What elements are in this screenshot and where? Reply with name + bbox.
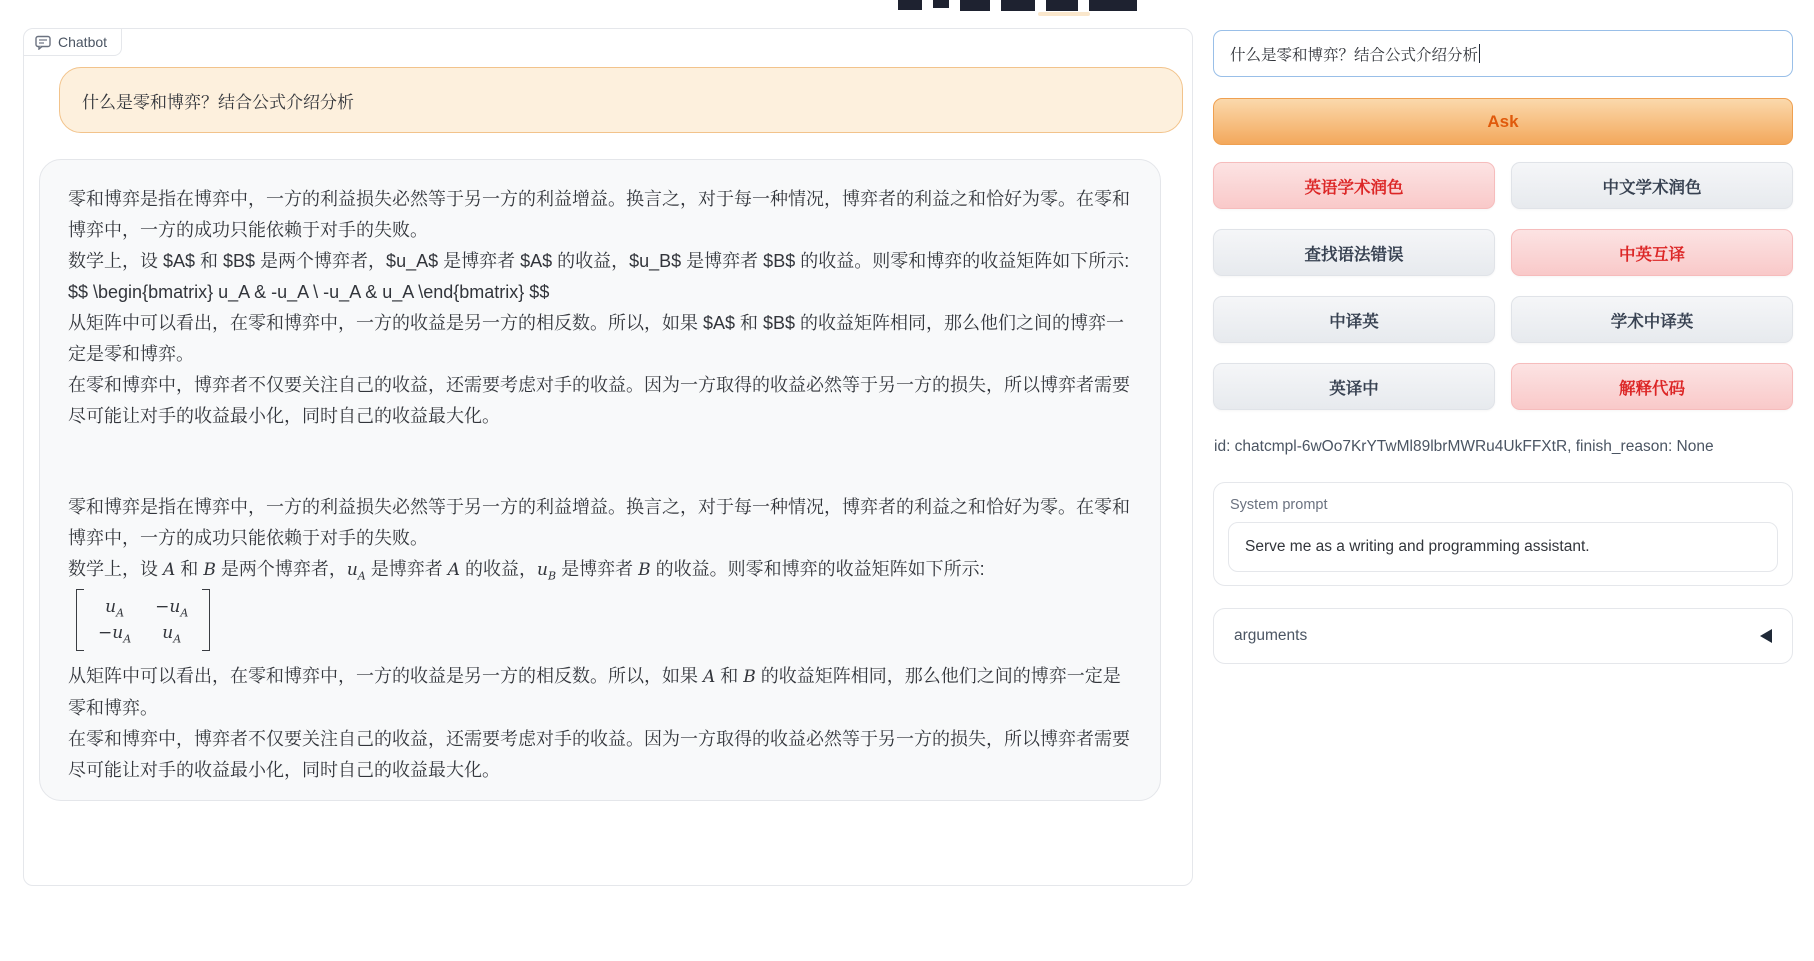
user-message-text: 什么是零和博弈？结合公式介绍分析 (82, 92, 354, 112)
title-glyph-fragment (1001, 0, 1035, 11)
section-gap (68, 432, 1132, 492)
inline-math: $u_B$ (537, 560, 557, 583)
arguments-accordion[interactable] (1213, 608, 1793, 664)
title-glyph-fragment (1046, 0, 1078, 11)
matrix-bracket (202, 589, 210, 651)
title-underline (1038, 12, 1090, 16)
message-paragraph: 数学上，设 $A$ 和 $B$ 是两个博弈者，$u_A$ 是博弈者 $A$ 的收益，$u_B$ 是博弈者 $B$ 的收益。则零和博弈的收益矩阵如下所示: (68, 251, 1130, 271)
inline-math: A (447, 560, 461, 580)
chat-bubble-icon (35, 35, 51, 50)
text-caret (1479, 44, 1480, 63)
bot-message-bubble (39, 159, 1161, 801)
inline-math: A (163, 560, 176, 580)
button-explain-code[interactable]: 解释代码 (1511, 363, 1793, 410)
button-academic-zh-to-en[interactable]: 学术中译英 (1511, 296, 1793, 343)
chatbot-panel (23, 28, 1193, 886)
inline-math: B (743, 667, 756, 687)
chatbot-label: Chatbot (58, 34, 108, 50)
message-paragraph: 数学上，设 A 和 B 是两个博弈者，$u_A$ 是博弈者 A 的收益，$u_B$ 是博弈者 B 的收益。则零和博弈的收益矩阵如下所示: (68, 559, 985, 583)
clipped-page-title (898, 0, 1158, 16)
inline-math: $u_A$ (346, 560, 366, 583)
message-paragraph: 从矩阵中可以看出，在零和博弈中，一方的收益是另一方的相反数。所以，如果 $A$ 和 $B$ 的收益矩阵相同，那么他们之间的博弈一定是零和博弈。 (68, 313, 1125, 364)
title-glyph-fragment (1089, 0, 1137, 11)
message-paragraph: $$ \begin{bmatrix} u_A & -u_A \ -u_A & u_A \end{bmatrix} $$ (68, 282, 550, 302)
prompt-input[interactable] (1213, 30, 1793, 77)
bot-message-raw-markdown (68, 184, 1132, 432)
prompt-input-value: 什么是零和博弈？结合公式介绍分析 (1230, 46, 1479, 64)
user-message-bubble (59, 67, 1183, 133)
title-glyph-fragment (933, 0, 949, 8)
matrix-bracket (76, 589, 84, 651)
message-paragraph: 在零和博弈中，博弈者不仅要关注自己的收益，还需要考虑对手的收益。因为一方取得的收益必然等于另一方的损失，所以博弈者需要尽可能让对手的收益最小化，同时自己的收益最大化。 (68, 375, 1130, 426)
system-prompt-value: Serve me as a writing and programming assistant. (1245, 538, 1590, 555)
chatbot-label-chip (24, 29, 122, 56)
inline-math: $-u_A$ (155, 597, 189, 620)
collapse-arrow-icon (1760, 629, 1772, 643)
button-find-grammar-errors[interactable]: 查找语法错误 (1213, 229, 1495, 276)
inline-math: A (703, 667, 716, 687)
button-en-to-zh[interactable]: 英译中 (1213, 363, 1495, 410)
message-paragraph: 从矩阵中可以看出，在零和博弈中，一方的收益是另一方的相反数。所以，如果 A 和 B 的收益矩阵相同，那么他们之间的博弈一定是零和博弈。 (68, 666, 1121, 718)
button-english-academic-polish[interactable]: 英语学术润色 (1213, 162, 1495, 209)
payoff-matrix (76, 589, 210, 651)
status-line: id: chatcmpl-6wOo7KrYTwMl89lbrMWRu4UkFFXtR, finish_reason: None (1214, 438, 1714, 455)
button-zh-en-mutual-translate[interactable]: 中英互译 (1511, 229, 1793, 276)
ask-button-label: Ask (1487, 111, 1519, 131)
message-paragraph: 在零和博弈中，博弈者不仅要关注自己的收益，还需要考虑对手的收益。因为一方取得的收益必然等于另一方的损失，所以博弈者需要尽可能让对手的收益最小化，同时自己的收益最大化。 (68, 729, 1130, 780)
accordion-label: arguments (1234, 627, 1308, 644)
button-zh-to-en[interactable]: 中译英 (1213, 296, 1495, 343)
message-paragraph: 零和博弈是指在博弈中，一方的利益损失必然等于另一方的利益增益。换言之，对于每一种情况，博弈者的利益之和恰好为零。在零和博弈中，一方的成功只能依赖于对手的失败。 (68, 189, 1130, 240)
button-chinese-academic-polish[interactable]: 中文学术润色 (1511, 162, 1793, 209)
system-prompt-label: System prompt (1230, 497, 1328, 513)
inline-math: $u_A$ (162, 623, 182, 646)
inline-math: $u_A$ (105, 597, 125, 620)
title-glyph-fragment (898, 0, 922, 10)
bot-message-rendered (68, 492, 1132, 786)
inline-math: $-u_A$ (98, 623, 132, 646)
inline-math: B (638, 560, 651, 580)
matrix-entries (84, 589, 202, 651)
title-glyph-fragment (960, 0, 990, 11)
ask-button[interactable] (1213, 98, 1793, 145)
message-paragraph: 零和博弈是指在博弈中，一方的利益损失必然等于另一方的利益增益。换言之，对于每一种情况，博弈者的利益之和恰好为零。在零和博弈中，一方的成功只能依赖于对手的失败。 (68, 497, 1130, 548)
function-button-grid (1213, 162, 1793, 410)
inline-math: B (203, 560, 216, 580)
system-prompt-group (1213, 482, 1793, 586)
system-prompt-input[interactable] (1228, 522, 1778, 572)
